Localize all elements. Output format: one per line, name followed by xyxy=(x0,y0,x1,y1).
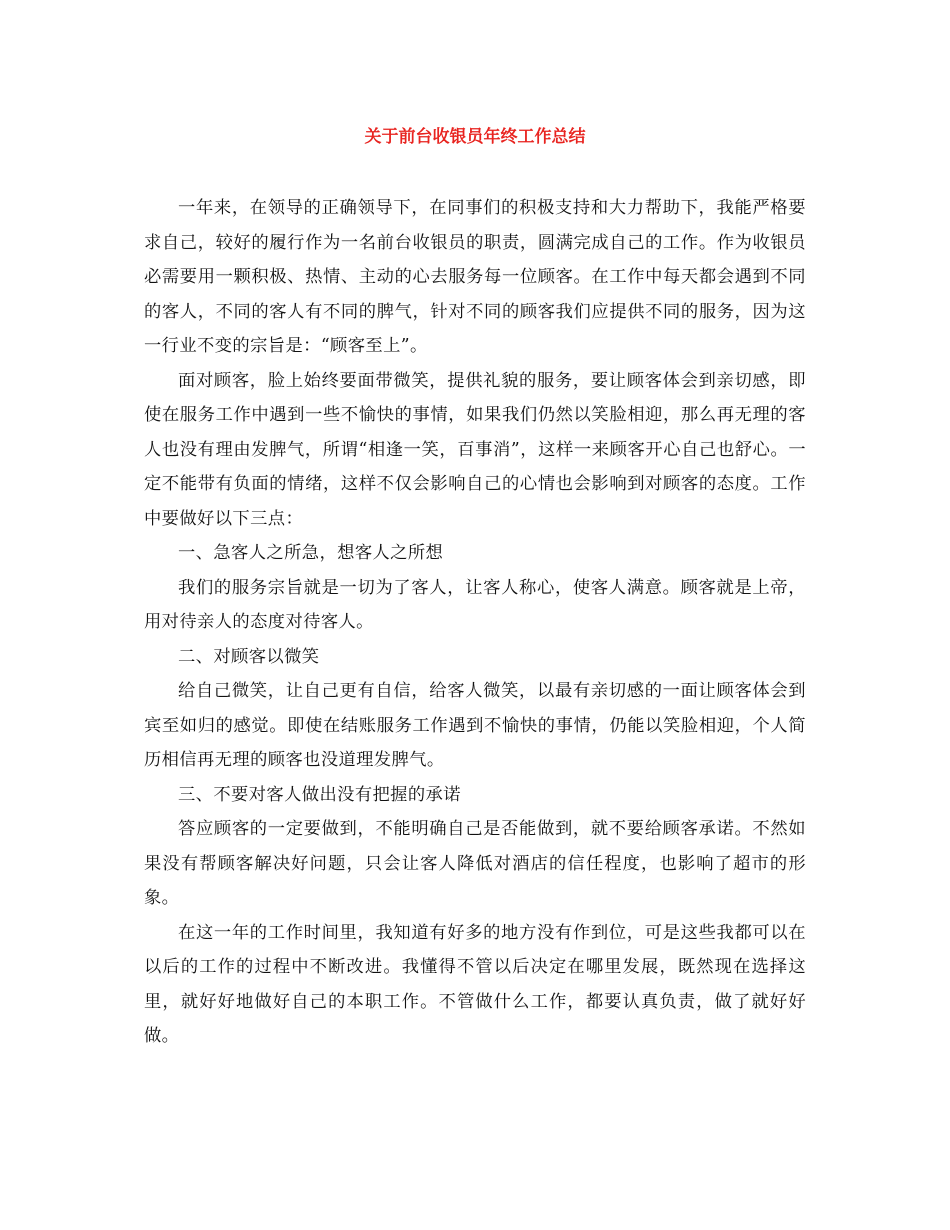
paragraph-section-3: 答应顾客的一定要做到，不能明确自己是否能做到，就不要给顾客承诺。不然如果没有帮顾客解决好问题，只会让客人降低对酒店的信任程度，也影响了超市的形象。 xyxy=(144,819,806,908)
paragraph-section-1: 我们的服务宗旨就是一切为了客人，让客人称心，使客人满意。顾客就是上帝，用对待亲人的态度对待客人。 xyxy=(144,577,806,632)
paragraph-section-2: 给自己微笑，让自己更有自信，给客人微笑，以最有亲切感的一面让顾客体会到宾至如归的感觉。即使在结账服务工作遇到不愉快的事情，仍能以笑脸相迎，个人简历相信再无理的顾客也没道理发脾气。 xyxy=(144,681,806,770)
paragraph-intro: 一年来，在领导的正确领导下，在同事们的积极支持和大力帮助下，我能严格要求自己，较好的履行作为一名前台收银员的职责，圆满完成自己的工作。作为收银员必需要用一颗积极、热情、主动的心去服务每一位顾客。在工作中每天都会遇到不同的客人，不同的客人有不同的脾气，针对不同的顾客我们应提供不同的服务，因为这一行业不变的宗旨是：“顾客至上”。 xyxy=(144,198,806,356)
paragraph-conclusion: 在这一年的工作时间里，我知道有好多的地方没有作到位，可是这些我都可以在以后的工作的过程中不断改进。我懂得不管以后决定在哪里发展，既然现在选择这里，就好好地做好自己的本职工作。不管做什么工作，都要认真负责，做了就好好做。 xyxy=(144,922,806,1046)
section-heading-3: 三、不要对客人做出没有把握的承诺 xyxy=(178,784,461,805)
document-title: 关于前台收银员年终工作总结 xyxy=(364,127,586,147)
document-body xyxy=(144,191,806,1054)
section-heading-2: 二、对顾客以微笑 xyxy=(178,646,320,667)
paragraph-smile-service: 面对顾客，脸上始终要面带微笑，提供礼貌的服务，要让顾客体会到亲切感，即使在服务工作中遇到一些不愉快的事情，如果我们仍然以笑脸相迎，那么再无理的客人也没有理由发脾气，所谓“相逢一笑，百事消”，这样一来顾客开心自己也舒心。一定不能带有负面的情绪，这样不仅会影响自己的心情也会影响到对顾客的态度。工作中要做好以下三点： xyxy=(144,370,806,529)
section-heading-1: 一、急客人之所急，想客人之所想 xyxy=(178,543,444,563)
